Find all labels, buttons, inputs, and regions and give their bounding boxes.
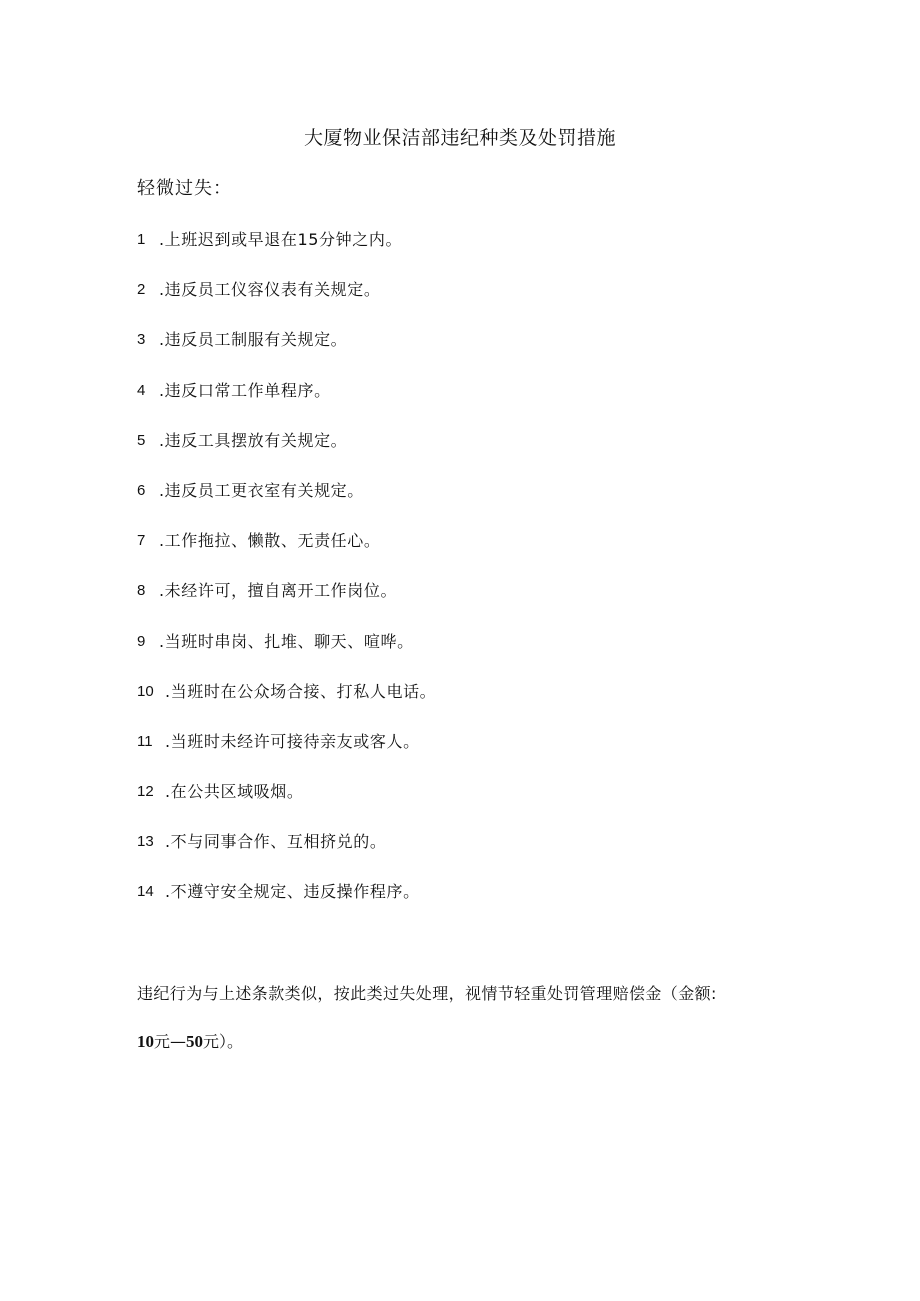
amount-min: 10 [137,1032,154,1051]
rule-text: .当班时未经许可接待亲友或客人。 [165,731,420,751]
rule-text: .工作拖拉、懒散、无责任心。 [159,531,381,551]
amount-unit-separator: 元— [154,1032,187,1051]
rule-item [137,831,787,881]
rules-list [137,229,787,932]
rule-text: .当班时在公众场合接、打私人电话。 [165,681,437,701]
rule-item [137,781,787,831]
rule-number: 9 [137,632,146,650]
rule-item [137,430,787,480]
rule-number: 12 [137,783,154,801]
section-heading-minor-offenses: 轻微过失： [137,178,232,199]
rule-number: 6 [137,481,146,499]
rule-text: .违反员工制服有关规定。 [159,330,348,350]
rule-number: 7 [137,532,146,550]
rule-item [137,380,787,430]
rule-number: 11 [137,732,153,750]
rule-text: .当班时串岗、扎堆、聊天、喧哗。 [159,631,414,651]
document-title: 大厦物业保洁部违纪种类及处罚措施 [303,127,616,149]
rule-item [137,681,787,731]
rule-item [137,329,787,379]
rule-item [137,480,787,530]
rule-number: 1 [137,231,146,248]
rule-text: .违反员工更衣室有关规定。 [159,480,364,500]
rule-text: .上班迟到或早退在15分钟之内。 [159,230,403,249]
rule-text: .违反口常工作单程序。 [159,380,331,400]
rule-text: .在公共区域吸烟。 [165,782,304,802]
rule-number: 14 [137,883,154,901]
rule-text: .违反员工仪容仪表有关规定。 [159,280,381,300]
rule-number: 5 [137,431,146,449]
rule-number: 13 [137,833,154,851]
rule-text: .违反工具摆放有关规定。 [159,430,348,450]
penalty-note: 违纪行为与上述条款类似，按此类过失处理，视情节轻重处罚管理赔偿金（金额: [137,984,717,1003]
amount-max: 50 [186,1032,204,1051]
rule-item [137,580,787,630]
rule-item [137,731,787,781]
rule-number: 4 [137,381,146,399]
rule-item [137,229,787,279]
rule-item [137,279,787,329]
rule-number: 8 [137,582,146,600]
rule-item [137,631,787,681]
rule-item [137,530,787,580]
amount-unit-close: 元）。 [203,1032,244,1051]
rule-number: 2 [137,281,146,299]
penalty-amount-range [137,1031,243,1053]
rule-item [137,881,787,931]
rule-number: 3 [137,331,146,349]
rule-number: 10 [137,682,154,700]
rule-text: .不与同事合作、互相挤兑的。 [165,832,387,852]
rule-text: .未经许可，擅自离开工作岗位。 [159,581,398,601]
rule-text: .不遵守安全规定、违反操作程序。 [165,882,420,902]
